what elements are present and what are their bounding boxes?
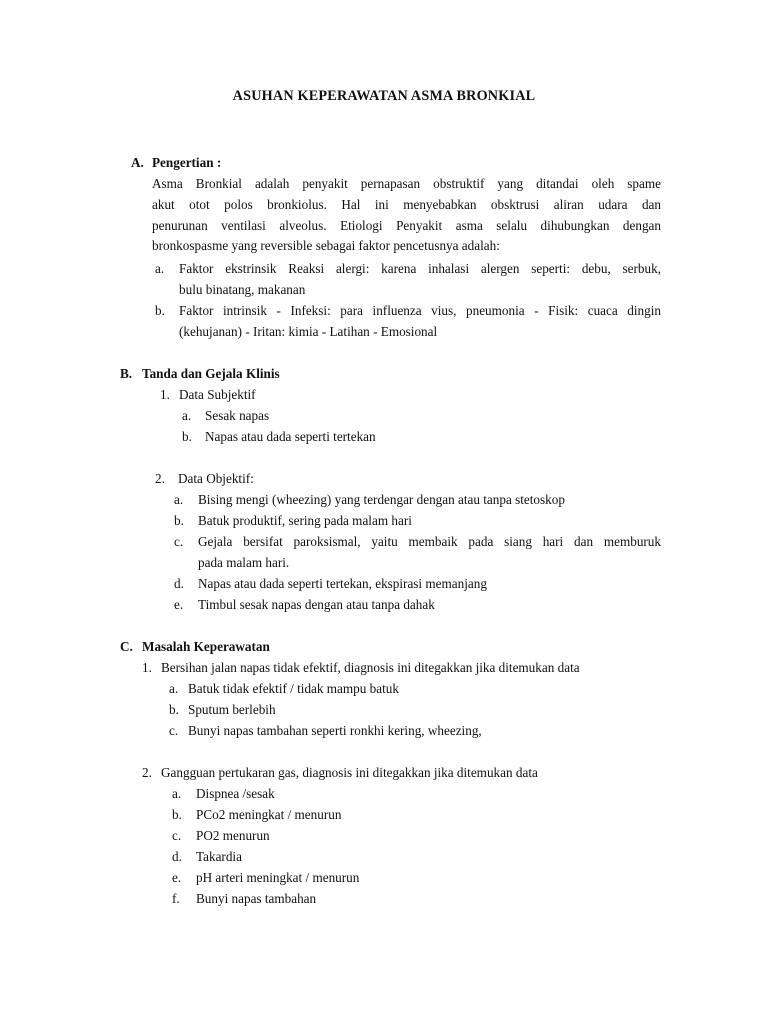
sub-list-label: Data Objektif: <box>178 471 254 486</box>
list-item-marker: a. <box>169 681 179 696</box>
list-item: Timbul sesak napas dengan atau tanpa dahak <box>198 597 435 612</box>
list-item-marker: a. <box>155 261 165 276</box>
section-a-heading: Pengertian : <box>152 155 222 170</box>
list-item: Napas atau dada seperti tertekan, ekspirasi memanjang <box>198 576 487 591</box>
list-item-marker: a. <box>172 786 182 801</box>
section-a-paragraph <box>152 174 661 257</box>
sub-list-label: Data Subjektif <box>179 387 256 402</box>
paragraph-line: bronkospasme yang reversible sebagai faktor pencetusnya adalah: <box>152 238 500 254</box>
section-c-heading: Masalah Keperawatan <box>142 639 270 654</box>
list-item: Bising mengi (wheezing) yang terdengar dengan atau tanpa stetoskop <box>198 492 565 507</box>
sub-list-marker: 2. <box>155 471 165 486</box>
list-item-line: bulu binatang, makanan <box>179 282 306 297</box>
paragraph-line: Asma Bronkial adalah penyakit pernapasan obstruktif yang ditandai oleh spame <box>152 176 661 191</box>
list-item-marker: d. <box>174 576 184 591</box>
list-item-marker: b. <box>182 429 192 444</box>
list-item-line: Faktor intrinsik - Infeksi: para influenza vius, pneumonia - Fisik: cuaca dingin <box>179 303 661 318</box>
list-item: Sesak napas <box>205 408 270 423</box>
list-item-marker: c. <box>172 828 182 843</box>
sub-list-label: Bersihan jalan napas tidak efektif, diagnosis ini ditegakkan jika ditemukan data <box>161 660 580 675</box>
list-item: Sputum berlebih <box>188 702 276 717</box>
list-item: Dispnea /sesak <box>196 786 275 801</box>
paragraph-line: penurunan ventilasi alveolus. Etiologi Penyakit asma selalu dihubungkan dengan <box>152 217 661 233</box>
section-b-marker: B. <box>120 366 133 381</box>
list-item-marker: d. <box>172 849 182 864</box>
list-item <box>179 258 661 300</box>
list-item-line: Faktor ekstrinsik Reaksi alergi: karena inhalasi alergen seperti: debu, serbuk, <box>179 261 661 276</box>
list-item: Takardia <box>196 849 242 864</box>
list-item-line: Gejala bersifat paroksismal, yaitu membaik pada siang hari dan memburuk <box>198 534 661 549</box>
list-item: Batuk produktif, sering pada malam hari <box>198 513 412 528</box>
list-item-marker: f. <box>172 891 180 906</box>
section-c-marker: C. <box>120 639 133 654</box>
list-item: Bunyi napas tambahan seperti ronkhi kering, wheezing, <box>188 723 482 738</box>
list-item-marker: a. <box>174 492 184 507</box>
list-item-marker: c. <box>169 723 179 738</box>
sub-list-marker: 1. <box>160 387 170 402</box>
list-item-marker: e. <box>172 870 182 885</box>
list-item-marker: b. <box>172 807 182 822</box>
list-item: pH arteri meningkat / menurun <box>196 870 360 885</box>
list-item-marker: b. <box>155 303 165 318</box>
list-item: PCo2 meningkat / menurun <box>196 807 342 822</box>
list-item-marker: c. <box>174 534 184 549</box>
list-item-line: pada malam hari. <box>198 555 290 570</box>
list-item: PO2 menurun <box>196 828 270 843</box>
list-item-marker: e. <box>174 597 184 612</box>
list-item-marker: b. <box>174 513 184 528</box>
section-a-marker: A. <box>131 155 144 170</box>
list-item: Bunyi napas tambahan <box>196 891 317 906</box>
section-b-heading: Tanda dan Gejala Klinis <box>142 366 280 381</box>
list-item: Batuk tidak efektif / tidak mampu batuk <box>188 681 399 696</box>
sub-list-marker: 1. <box>142 660 152 675</box>
document-title: ASUHAN KEPERAWATAN ASMA BRONKIAL <box>232 88 536 104</box>
list-item-line: (kehujanan) - Iritan: kimia - Latihan - Emosional <box>179 324 438 339</box>
list-item: Napas atau dada seperti tertekan <box>205 429 376 444</box>
paragraph-line: akut otot polos bronkiolus. Hal ini menyebabkan obsktrusi aliran udara dan <box>152 196 661 212</box>
sub-list-label: Gangguan pertukaran gas, diagnosis ini ditegakkan jika ditemukan data <box>161 765 538 780</box>
list-item-marker: b. <box>169 702 179 717</box>
list-item-marker: a. <box>182 408 192 423</box>
sub-list-marker: 2. <box>142 765 152 780</box>
list-item <box>198 531 661 573</box>
list-item <box>179 300 661 342</box>
